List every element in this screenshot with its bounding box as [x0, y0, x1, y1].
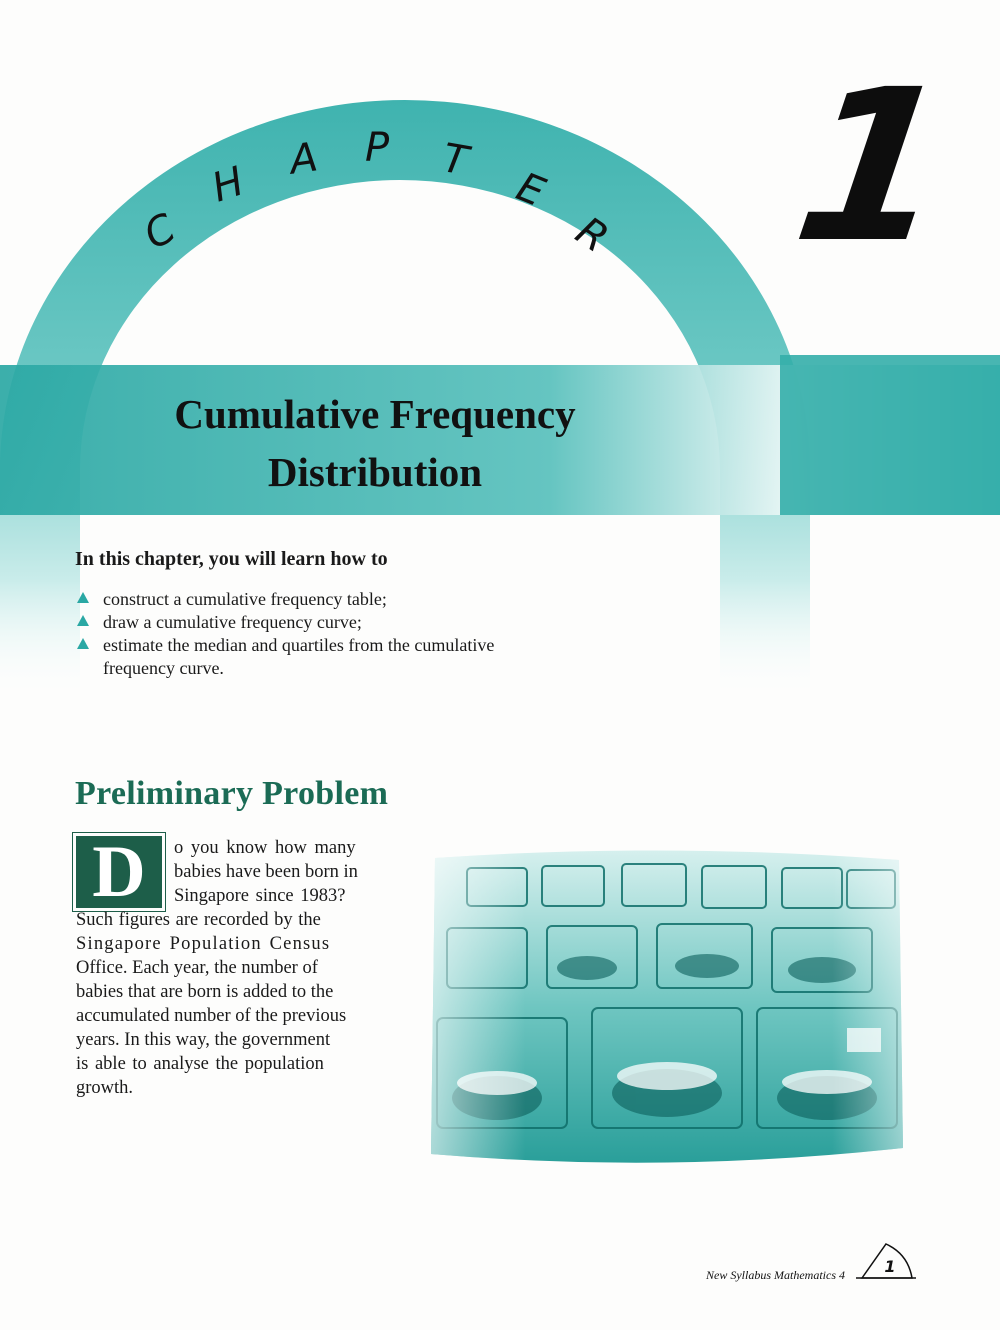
section-heading: Preliminary Problem — [75, 775, 389, 812]
drop-cap: D — [76, 836, 162, 908]
paragraph-line: Singapore since 1983? — [174, 886, 346, 906]
paragraph-line: babies have been born in — [174, 862, 358, 882]
triangle-bullet-icon — [77, 592, 89, 603]
paragraph-line: years. In this way, the government — [76, 1030, 331, 1050]
chapter-number: 1 — [782, 44, 960, 289]
paragraph-line: growth. — [76, 1078, 134, 1098]
chapter-title-line1: Cumulative Frequency — [174, 391, 576, 437]
triangle-bullet-icon — [77, 615, 89, 626]
chapter-letter-a: A — [286, 134, 321, 184]
chapter-title-line2: Distribution — [267, 449, 483, 495]
list-item: estimate the median and quartiles from the cumulative frequency curve. — [75, 634, 595, 680]
paragraph-line: babies that are born is added to the — [76, 982, 334, 1002]
triangle-bullet-icon — [77, 638, 89, 649]
paragraph-line: is able to analyse the population — [76, 1054, 324, 1074]
learning-objectives-list — [75, 588, 595, 680]
paragraph-line: o you know how many — [174, 838, 356, 858]
nursery-cribs-photo — [427, 848, 907, 1166]
book-title: New Syllabus Mathematics 4 — [706, 1268, 845, 1282]
chapter-letter-p: P — [365, 125, 390, 171]
list-item: draw a cumulative frequency curve; — [75, 611, 595, 634]
chapter-letter-r: R — [567, 208, 617, 262]
chapter-title — [80, 385, 670, 501]
chapter-letter-h: H — [206, 158, 250, 212]
chapter-letter-c: C — [136, 205, 184, 259]
chapter-letter-e: E — [510, 163, 551, 217]
learning-objectives-heading: In this chapter, you will learn how to — [75, 548, 388, 570]
chapter-letter-t: T — [439, 135, 472, 185]
list-item: construct a cumulative frequency table; — [75, 588, 595, 611]
paragraph-line: Office. Each year, the number of — [76, 958, 318, 978]
paragraph-line: accumulated number of the previous — [76, 1006, 347, 1026]
page-number: 1 — [884, 1257, 896, 1276]
paragraph-line: Such figures are recorded by the — [76, 910, 321, 930]
paragraph-line: Singapore Population Census — [76, 934, 331, 954]
